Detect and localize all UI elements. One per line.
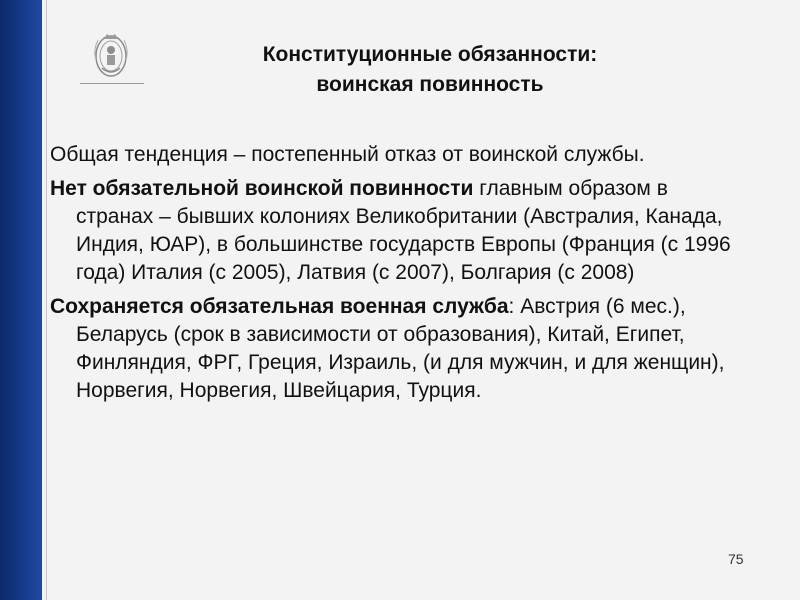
paragraph-text: : Австрия (6 мес.), Беларусь (срок в зависимости от образования), Китай, Египет, Финляндия, ФРГ, Греция, Израиль, (и для мужчин, и для женщин), Норвегия, Норвегия, Швейцария, Турция. [76,295,725,402]
university-emblem-icon [80,30,142,84]
paragraph [50,293,750,405]
paragraph-text: главным образом в странах – бывших колониях Великобритании (Австралия, Канада, Индия, ЮАР), в большинстве государств Европы (Франция (с 1996 года) Италия (с 2005), Латвия (с 2007), Болгария (с 2008) [76,177,731,284]
paragraph [50,175,750,287]
title-line-2: воинская повинность [316,73,544,96]
slide-body [50,141,750,411]
logo-underline [80,83,144,84]
paragraph-bold-lead: Сохраняется обязательная военная служба [50,295,509,318]
paragraph [50,141,750,169]
sidebar-divider [46,0,47,600]
page-number: 75 [728,551,744,567]
left-sidebar-bar [0,0,42,600]
title-line-1: Конституционные обязанности: [262,43,598,66]
slide-title [170,40,690,100]
paragraph-text: Общая тенденция – постепенный отказ от воинской службы. [50,143,645,166]
paragraph-bold-lead: Нет обязательной воинской повинности [50,177,474,200]
